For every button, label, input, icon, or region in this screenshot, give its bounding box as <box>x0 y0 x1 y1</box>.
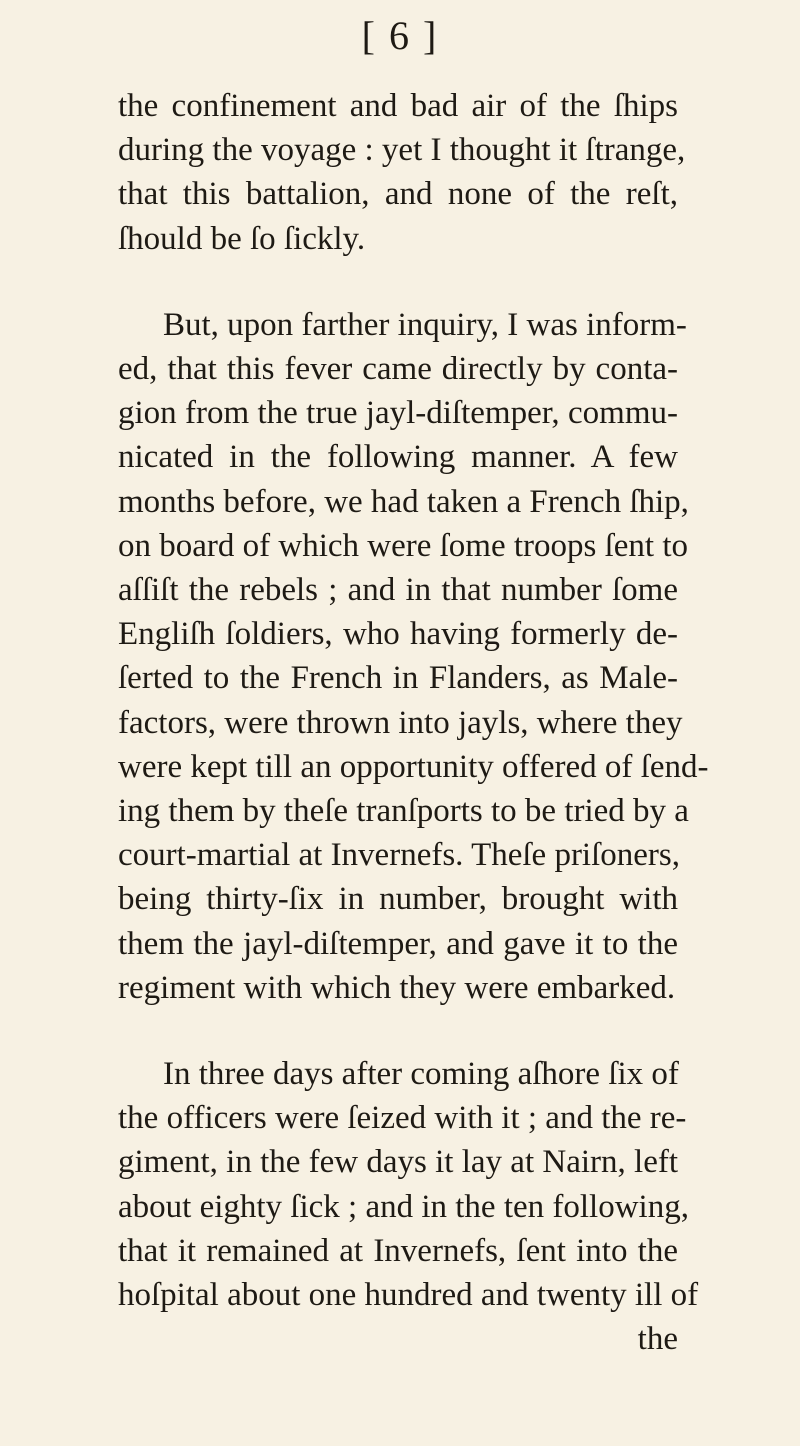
text-line: court-martial at Invernefs. Theſe priſoners, <box>118 837 680 874</box>
text-line: gion from the true jayl-diſtemper, commu- <box>118 395 678 432</box>
text-line: In three days after coming aſhore ſix of <box>163 1056 679 1093</box>
text-line: giment, in the few days it lay at Nairn, left <box>118 1144 678 1181</box>
text-line: that it remained at Invernefs, ſent into the <box>118 1232 678 1269</box>
text-line: ed, that this fever came directly by conta- <box>118 351 678 388</box>
paragraph-1 <box>118 84 686 261</box>
page-number: [ 6 ] <box>361 13 439 58</box>
body-text <box>118 84 709 1361</box>
text-line: nicated in the following manner. A few <box>118 439 678 476</box>
text-line: ſerted to the French in Flanders, as Male- <box>118 660 678 697</box>
text-line: hoſpital about one hundred and twenty ill of <box>118 1277 699 1314</box>
text-line: aſſiſt the rebels ; and in that number ſome <box>118 572 678 609</box>
text-line: But, upon farther inquiry, I was inform- <box>163 306 687 343</box>
paragraph-gap <box>118 261 678 303</box>
paragraph-gap <box>118 1010 678 1052</box>
paragraph-3 <box>118 1052 699 1361</box>
text-line: them the jayl-diſtemper, and gave it to the <box>118 925 678 962</box>
text-line: months before, we had taken a French ſhip, <box>118 483 689 520</box>
text-line: factors, were thrown into jayls, where they <box>118 704 683 741</box>
text-line: Engliſh ſoldiers, who having formerly de- <box>118 616 678 653</box>
text-line: ſhould be ſo ſickly. <box>118 220 366 257</box>
paragraph-2 <box>118 303 709 1010</box>
text-line: regiment with which they were embarked. <box>118 969 676 1006</box>
text-line: ing them by theſe tranſports to be tried by a <box>118 793 689 830</box>
text-line: about eighty ſick ; and in the ten following, <box>118 1188 689 1225</box>
text-line: being thirty-ſix in number, brought with <box>118 881 678 918</box>
text-line: the confinement and bad air of the ſhips <box>118 88 678 124</box>
text-line: that this battalion, and none of the reſt, <box>118 176 678 213</box>
text-line: on board of which were ſome troops ſent to <box>118 527 689 564</box>
text-line: were kept till an opportunity offered of ſend- <box>118 748 709 785</box>
catchword: the <box>637 1321 678 1358</box>
text-line: the officers were ſeized with it ; and the re- <box>118 1100 687 1137</box>
text-line: during the voyage : yet I thought it ſtrange, <box>118 132 686 169</box>
